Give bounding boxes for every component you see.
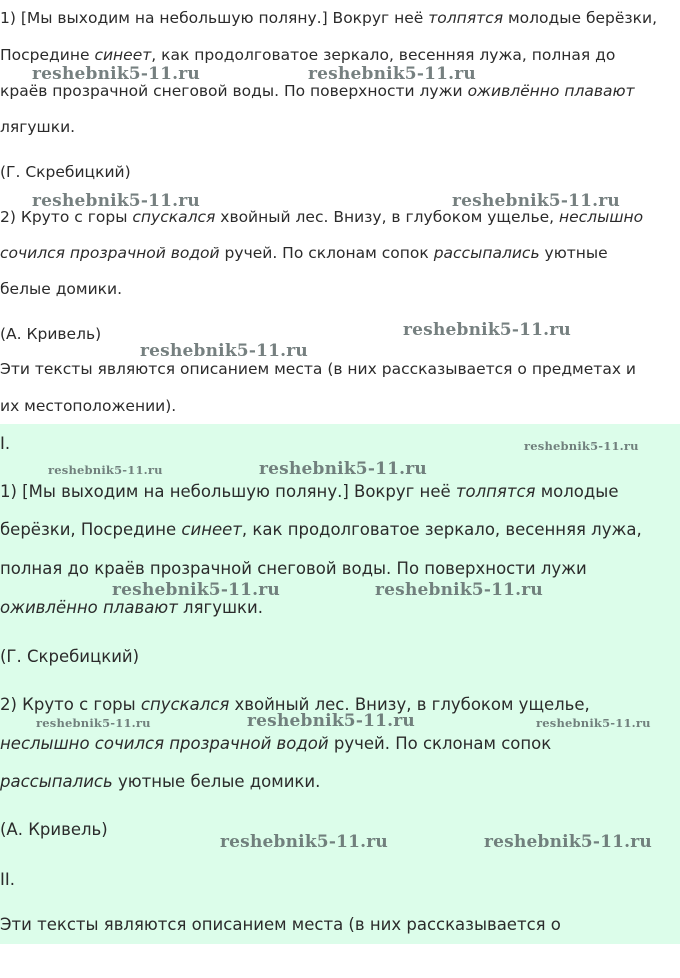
- watermark: reshebnik5-11.ru: [32, 64, 200, 84]
- watermark: reshebnik5-11.ru: [220, 832, 388, 852]
- text-segment: белые домики.: [0, 280, 123, 298]
- text-segment: , как продолговатое зеркало, весенняя лужа, полная до: [151, 46, 616, 64]
- text-segment: II.: [0, 870, 15, 889]
- italic-phrase: оживлённо плавают: [0, 598, 178, 617]
- text-segment: (Г. Скребицкий): [0, 647, 140, 666]
- italic-phrase: неслышно: [558, 208, 644, 226]
- watermark: reshebnik5-11.ru: [536, 716, 651, 730]
- watermark: reshebnik5-11.ru: [259, 459, 427, 479]
- text-segment: лягушки.: [0, 118, 76, 136]
- italic-phrase: рассыпались: [433, 244, 540, 262]
- text-segment: Посредине: [0, 46, 95, 64]
- text-segment: (А. Кривель): [0, 820, 108, 839]
- upper-text-line: [0, 359, 636, 379]
- italic-phrase: рассыпались: [0, 772, 113, 791]
- lower-text-line: [0, 771, 320, 793]
- lower-text-line: [0, 481, 618, 503]
- upper-text-line: [0, 243, 608, 263]
- lower-text-line: [0, 597, 263, 619]
- text-segment: , как продолговатое зеркало, весенняя лужа,: [241, 520, 642, 539]
- upper-text-line: [0, 279, 122, 299]
- watermark: reshebnik5-11.ru: [36, 716, 151, 730]
- italic-phrase: синеет: [94, 46, 152, 64]
- text-segment: 1) [Мы выходим на небольшую поляну.] Вокруг неё: [0, 9, 429, 27]
- italic-phrase: сочился прозрачной водой: [0, 244, 220, 262]
- text-segment: их местоположении).: [0, 397, 177, 415]
- italic-phrase: толпятся: [455, 482, 536, 501]
- italic-phrase: синеет: [181, 520, 242, 539]
- italic-phrase: спускался: [132, 208, 216, 226]
- upper-text-line: [0, 81, 635, 101]
- upper-text-line: [0, 45, 615, 65]
- text-segment: берёзки, Посредине: [0, 520, 182, 539]
- lower-text-line: [0, 869, 15, 891]
- text-segment: хвойный лес. Внизу, в глубоком ущелье,: [229, 695, 590, 714]
- lower-text-line: [0, 558, 587, 580]
- lower-text-line: [0, 914, 561, 936]
- watermark: reshebnik5-11.ru: [403, 320, 571, 340]
- italic-phrase: неслышно сочился прозрачной водой: [0, 734, 329, 753]
- text-segment: молодые: [535, 482, 619, 501]
- text-segment: (А. Кривель): [0, 325, 102, 343]
- text-segment: хвойный лес. Внизу, в глубоком ущелье,: [215, 208, 559, 226]
- italic-phrase: толпятся: [428, 9, 504, 27]
- lower-text-line: [0, 433, 10, 455]
- text-segment: краёв прозрачной снеговой воды. По поверхности лужи: [0, 82, 468, 100]
- watermark: reshebnik5-11.ru: [452, 191, 620, 211]
- text-segment: 1) [Мы выходим на небольшую поляну.] Вокруг неё: [0, 482, 456, 501]
- text-segment: ручей. По склонам сопок: [328, 734, 552, 753]
- watermark: reshebnik5-11.ru: [48, 463, 163, 477]
- watermark: reshebnik5-11.ru: [112, 580, 280, 600]
- italic-phrase: спускался: [140, 695, 230, 714]
- text-segment: уютные: [539, 244, 608, 262]
- watermark: reshebnik5-11.ru: [247, 711, 415, 731]
- text-segment: уютные белые домики.: [112, 772, 321, 791]
- text-segment: лягушки.: [177, 598, 263, 617]
- text-segment: молодые берёзки,: [503, 9, 658, 27]
- upper-text-line: [0, 8, 657, 28]
- watermark: reshebnik5-11.ru: [484, 832, 652, 852]
- text-segment: 2) Круто с горы: [0, 695, 141, 714]
- lower-text-line: [0, 733, 551, 755]
- watermark: reshebnik5-11.ru: [140, 341, 308, 361]
- text-segment: Эти тексты являются описанием места (в них рассказывается о: [0, 915, 561, 934]
- watermark: reshebnik5-11.ru: [308, 64, 476, 84]
- lower-text-line: [0, 819, 108, 841]
- lower-text-line: [0, 519, 642, 541]
- upper-text-line: [0, 117, 75, 137]
- upper-text-line: [0, 162, 131, 182]
- text-segment: полная до краёв прозрачной снеговой воды. По поверхности лужи: [0, 559, 587, 578]
- text-segment: (Г. Скребицкий): [0, 163, 131, 181]
- italic-phrase: оживлённо плавают: [467, 82, 635, 100]
- watermark: reshebnik5-11.ru: [375, 580, 543, 600]
- lower-text-line: [0, 646, 139, 668]
- upper-text-line: [0, 324, 101, 344]
- text-segment: Эти тексты являются описанием места (в них рассказывается о предметах и: [0, 360, 636, 378]
- upper-text-line: [0, 396, 176, 416]
- watermark: reshebnik5-11.ru: [524, 439, 639, 453]
- watermark: reshebnik5-11.ru: [32, 191, 200, 211]
- text-segment: 2) Круто с горы: [0, 208, 133, 226]
- text-segment: ручей. По склонам сопок: [219, 244, 434, 262]
- text-segment: I.: [0, 434, 11, 453]
